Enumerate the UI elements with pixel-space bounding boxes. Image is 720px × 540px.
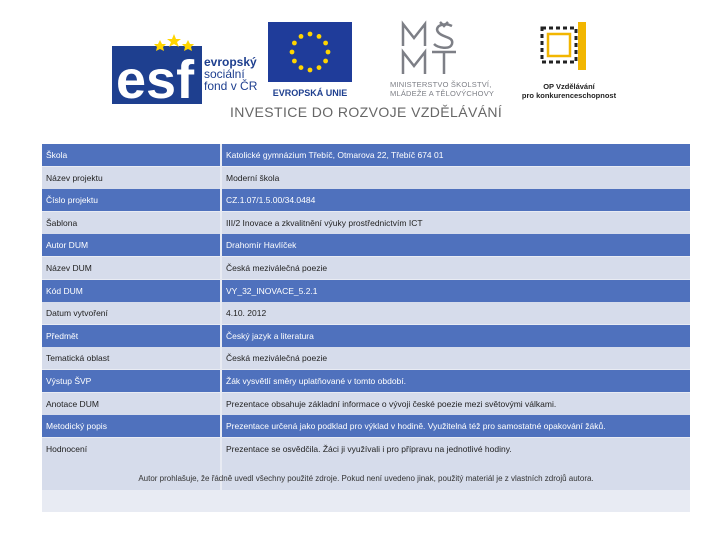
row-value: 4.10. 2012 [222,302,690,324]
table-row [42,257,690,279]
row-label: Předmět [42,325,220,347]
row-value: Drahomír Havlíček [222,234,690,256]
eu-logo [264,22,356,112]
row-label: Název DUM [42,257,220,279]
row-label: Název projektu [42,167,220,189]
op-line-1: OP Vzdělávání [543,82,595,91]
row-label: Číslo projektu [42,189,220,211]
row-label: Tematická oblast [42,347,220,369]
row-label: Škola [42,144,220,166]
investment-slogan: INVESTICE DO ROZVOJE VZDĚLÁVÁNÍ [230,104,503,120]
esf-line-1: evropský [204,55,257,69]
row-value: Prezentace určená jako podklad pro výklad v hodině. Využitelná též pro samostatné opakování žáků. [222,415,690,437]
esf-logo-text [204,56,257,92]
msmt-line-1: MINISTERSTVO ŠKOLSTVÍ, [390,80,492,89]
svg-text:esf: esf [116,50,195,104]
row-value: CZ.1.07/1.5.00/34.0484 [222,189,690,211]
esf-logo [112,22,272,112]
table-row [42,393,690,415]
table-row [42,212,690,234]
esf-line-3: fond v ČR [204,79,258,93]
eu-caption: EVROPSKÁ UNIE [272,88,348,98]
logo-banner [100,14,630,110]
row-value: III/2 Inovace a zkvalitnění výuky prostřednictvím ICT [222,212,690,234]
author-note: Autor prohlašuje, že řádně uvedl všechny použité zdroje. Pokud není uvedeno jinak, použitý materiál je z vlastních zdrojů autora. [138,474,594,483]
row-label: Výstup ŠVP [42,370,220,392]
table-row [42,280,690,302]
row-value: Prezentace se osvědčila. Žáci ji využívali i pro přípravu na jednotlivé hodiny. [222,438,690,490]
dum-info-table [42,144,690,512]
row-label: Metodický popis [42,415,220,437]
eu-flag-icon [268,22,352,82]
row-label: Šablona [42,212,220,234]
row-label: Autor DUM [42,234,220,256]
msmt-caption [390,80,506,98]
op-logo-icon [534,18,590,74]
table-row [42,370,690,392]
op-caption [514,82,624,100]
esf-line-2: sociální [204,67,245,81]
row-value: Katolické gymnázium Třebíč, Otmarova 22, Třebíč 674 01 [222,144,690,166]
op-line-2: pro konkurenceschopnost [521,91,617,100]
msmt-monogram-icon [400,20,460,78]
row-label: Datum vytvoření [42,302,220,324]
msmt-line-2: MLÁDEŽE A TĚLOVÝCHOVY [390,89,495,98]
row-label: Kód DUM [42,280,220,302]
esf-logo-icon [112,32,202,104]
row-value: Česká meziválečná poezie [222,347,690,369]
row-label: Hodnocení [42,438,220,490]
row-value: Moderní škola [222,167,690,189]
row-value: Prezentace obsahuje základní informace o vývoji české poezie mezi světovými válkami. [222,393,690,415]
row-value: Žák vysvětlí směry uplatňované v tomto období. [222,370,690,392]
msmt-logo [390,20,506,112]
table-row [42,415,690,437]
table-row [42,167,690,189]
row-value: Česká meziválečná poezie [222,257,690,279]
row-value: Český jazyk a literatura [222,325,690,347]
row-value: VY_32_INOVACE_5.2.1 [222,280,690,302]
table-row [42,302,690,324]
row-label: Anotace DUM [42,393,220,415]
op-logo [514,18,624,110]
table-row [42,325,690,347]
table-row [42,144,690,166]
table-row [42,234,690,256]
table-row [42,189,690,211]
table-row [42,347,690,369]
